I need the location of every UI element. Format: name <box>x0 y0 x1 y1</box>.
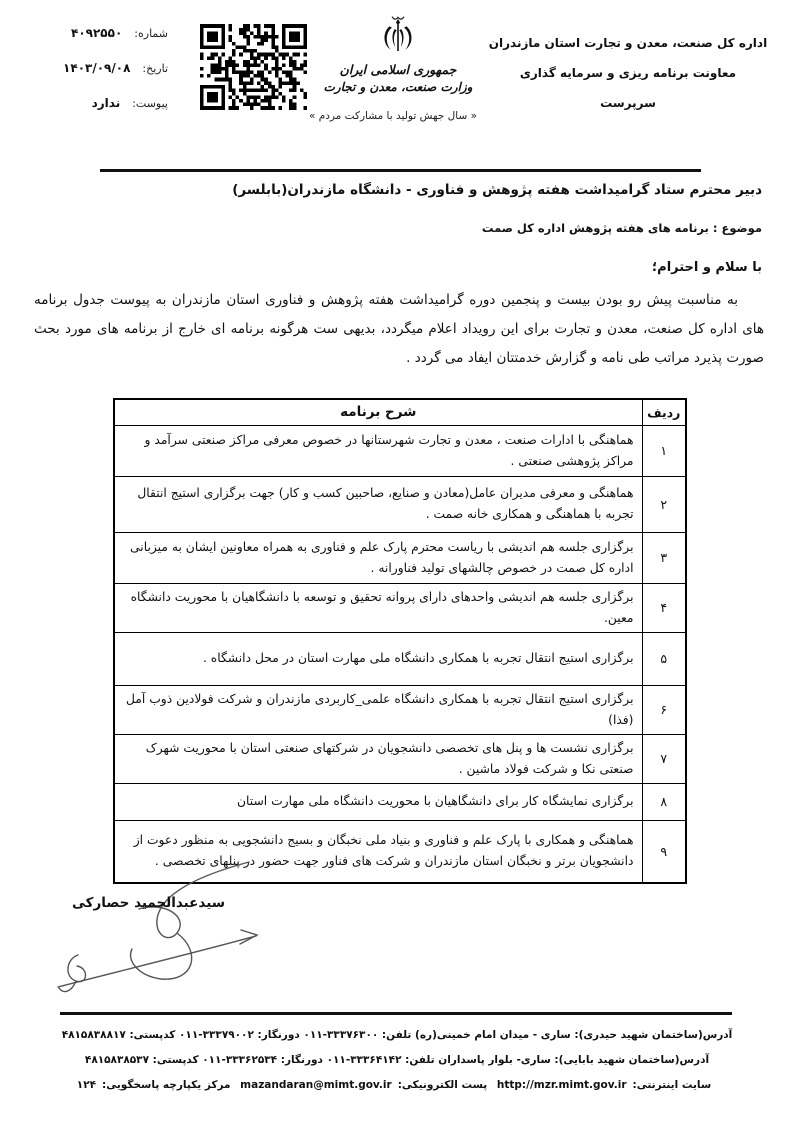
letter-number-row <box>8 26 168 61</box>
table-row <box>114 783 686 820</box>
col-header-row-number: ردیف <box>642 399 686 425</box>
org-line-1: اداره کل صنعت، معدن و تجارت استان مازندران <box>488 36 768 50</box>
ministry-title: وزارت صنعت، معدن و تجارت <box>323 80 473 94</box>
row-number: ۱ <box>642 425 686 476</box>
row-number: ۹ <box>642 820 686 883</box>
col-header-description: شرح برنامه <box>114 399 642 425</box>
org-line-2: معاونت برنامه ریزی و سرمایه گذاری <box>519 66 737 80</box>
email-label: پست الکترونیکی: <box>397 1079 488 1091</box>
website-url: http://mzr.mimt.gov.ir <box>496 1079 627 1091</box>
row-description: هماهنگی و معرفی مدیران عامل(معادن و صنایع، صاحبین کسب و کار) جهت برگزاری استیج انتقال تجربه با هماهنگی و همکاری خانه صمت . <box>114 476 642 532</box>
footer-address-1: آدرس(ساختمان شهید حیدری): ساری - میدان امام خمینی(ره) تلفن: ۳۳۳۷۶۳۰۰-۰۱۱ دورنگار: ۳۳۳۷۹۰۰۲-۰۱۱ کدپستی: ۴۸۱۵۸۳۸۸۱۷ <box>61 1029 733 1041</box>
footer-address-2: آدرس(ساختمان شهید بابایی): ساری- بلوار پاسداران تلفن: ۳۳۳۶۴۱۴۲-۰۱۱ دورنگار: ۳۳۳۶۲۵۳۴-۰۱۱ کدپستی: ۴۸۱۵۸۳۸۵۳۷ <box>84 1054 710 1066</box>
row-description: برگزاری نمایشگاه کار برای دانشگاهیان با محوریت دانشگاه ملی مهارت استان <box>114 783 642 820</box>
number-label: شماره: <box>134 27 168 40</box>
call-center-label: مرکز یکپارچه پاسخگویی: <box>102 1079 231 1091</box>
meta-block <box>8 26 168 131</box>
addressee-line: دبیر محترم ستاد گرامیداشت هفته پژوهش و فناوری - دانشگاه مازندران(بابلسر) <box>232 182 762 198</box>
email-address: mazandaran@mimt.gov.ir <box>240 1079 392 1091</box>
header-divider <box>100 169 701 172</box>
row-description: برگزاری نشست ها و پنل های تخصصی دانشجویان در شرکتهای صنعتی استان با محوریت شهرک صنعتی نکا و شرکت فولاد ماشین . <box>114 734 642 783</box>
table-row <box>114 583 686 632</box>
row-number: ۷ <box>642 734 686 783</box>
emblem-block <box>323 14 473 94</box>
footer-divider <box>60 1012 732 1015</box>
number-value: ۴۰۹۲۵۵۰ <box>71 26 123 40</box>
row-number: ۲ <box>642 476 686 532</box>
row-description: هماهنگی با ادارات صنعت ، معدن و تجارت شهرستانها در خصوص معرفی مراکز صنعتی سرآمد و مراکز پژوهشی صنعتی . <box>114 425 642 476</box>
qr-code-icon <box>200 24 307 110</box>
row-number: ۴ <box>642 583 686 632</box>
date-value: ۱۴۰۳/۰۹/۰۸ <box>63 61 131 75</box>
letter-date-row <box>8 61 168 96</box>
row-number: ۵ <box>642 632 686 685</box>
table-row <box>114 685 686 734</box>
year-motto: « سال جهش تولید با مشارکت مردم » <box>308 110 478 122</box>
row-description: هماهنگی و همکاری با پارک علم و فناوری و بنیاد ملی نخبگان و بسیج دانشجویی به منظور دعوت از دانشجویان برتر و نخبگان استان مازندران و شرکت های فناور جهت حضور در پنلهای تخصصی . <box>114 820 642 883</box>
iran-emblem-icon <box>378 14 418 60</box>
footer-contact-line <box>24 1073 770 1098</box>
org-line-3: سرپرست <box>600 96 656 110</box>
programs-table <box>113 398 687 884</box>
row-number: ۸ <box>642 783 686 820</box>
qr-code <box>200 24 307 110</box>
table-row <box>114 425 686 476</box>
row-description: برگزاری جلسه هم اندیشی با ریاست محترم پارک علم و فناوری به همراه معاونین ایشان به میزبانی اداره کل صمت در خصوص چالشهای تولید فناورانه . <box>114 532 642 583</box>
table-row <box>114 734 686 783</box>
letter-attachment-row <box>8 96 168 131</box>
org-block <box>480 28 776 118</box>
footer <box>24 1023 770 1098</box>
row-description: برگزاری استیج انتقال تجربه با همکاری دانشگاه علمی_کاربردی مازندران و شرکت فولادین ذوب آمل (فذا) <box>114 685 642 734</box>
table-row <box>114 632 686 685</box>
row-number: ۶ <box>642 685 686 734</box>
row-description: برگزاری استیج انتقال تجربه با همکاری دانشگاه ملی مهارت استان در محل دانشگاه . <box>114 632 642 685</box>
table-row <box>114 476 686 532</box>
salutation-line: با سلام و احترام؛ <box>651 260 762 275</box>
table-row <box>114 532 686 583</box>
programs-table-wrap <box>113 398 687 884</box>
date-label: تاریخ: <box>142 62 168 75</box>
call-center-number: ۱۲۴ <box>76 1079 97 1091</box>
row-description: برگزاری جلسه هم اندیشی واحدهای دارای پروانه تحقیق و توسعه با دانشگاهیان با محوریت دانشگاه معین. <box>114 583 642 632</box>
table-header-row <box>114 399 686 425</box>
website-label: سایت اینترنتی: <box>632 1079 712 1091</box>
gov-title: جمهوری اسلامی ایران <box>339 62 457 77</box>
letter-body: به مناسبت پیش رو بودن بیست و پنجمین دوره گرامیداشت هفته پژوهش و فناوری استان مازندران به پیوست جدول برنامه های اداره کل صنعت، معدن و تجارت برای این رویداد اعلام میگردد، بدیهی ست هرگونه برنامه ای خارج از برنامه های مورد بحث صورت پذیرد مراتب طی نامه و گزارش خدمتتان ایفاد می گردد . <box>34 292 764 366</box>
table-row <box>114 820 686 883</box>
subject-line: موضوع : برنامه های هفته پژوهش اداره کل صمت <box>481 221 762 235</box>
row-number: ۳ <box>642 532 686 583</box>
attachment-value: ندارد <box>91 96 121 110</box>
attachment-label: پیوست: <box>132 97 168 110</box>
signatory-name: سیدعبدالحمید حصارکی <box>72 895 225 911</box>
